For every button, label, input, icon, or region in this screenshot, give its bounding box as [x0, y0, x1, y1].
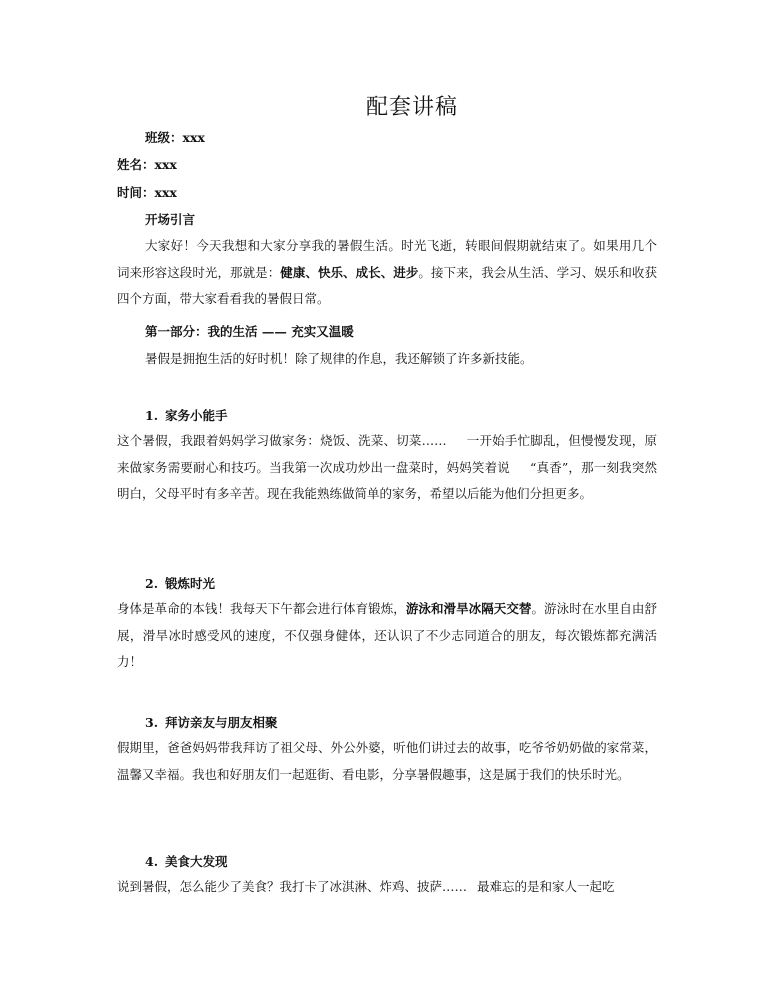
section-4-text-b: 最难忘的是和家人一起吃 [477, 879, 615, 894]
section-4-title: 美食大发现 [165, 854, 228, 869]
section-2-text-b: 。游泳时在水里自由舒展，滑旱冰时感受风的速度，不仅强身健体，还认识了不少志同道合的朋友，每次锻炼都充满活力！ [117, 601, 657, 669]
section-1-title: 家务小能手 [165, 408, 228, 423]
section-3-title: 拜访亲友与朋友相聚 [165, 715, 278, 730]
part1-intro: 暑假是拥抱生活的好时机！除了规律的作息，我还解锁了许多新技能。 [145, 351, 533, 366]
section-3-heading [145, 713, 278, 731]
section-1-number: 1. [145, 408, 159, 423]
section-4-number: 4. [145, 854, 159, 869]
name-line: 姓名：xxx [117, 157, 177, 172]
opening-paragraph [117, 233, 657, 313]
section-1-heading [145, 406, 228, 424]
section-3-number: 3. [145, 715, 159, 730]
part1-heading: 第一部分：我的生活 —— 充实又温暖 [145, 324, 354, 339]
section-1-text-a: 这个暑假，我跟着妈妈学习做家务：烧饭、洗菜、切菜…… [117, 433, 447, 448]
section-2-paragraph [117, 596, 657, 676]
opening-text-a: 大家好！今天我想和大家分享我的暑假生活。时光飞逝，转眼间假期就结束了。如果用几个词来形容这段时光，那就是： [117, 238, 657, 280]
section-2-text-bold: 游泳和滑旱冰隔天交替 [405, 601, 532, 616]
class-line: 班级：xxx [145, 130, 205, 145]
section-2-text-a: 身体是革命的本钱！我每天下午都会进行体育锻炼， [117, 601, 406, 616]
section-4-paragraph [117, 874, 657, 901]
section-1-text-b: 一开始手忙脚乱，但慢慢发现，原来做家务需要耐心和技巧。当我第一次成功炒出一盘菜时，妈妈笑着说 [117, 433, 657, 475]
section-4-heading [145, 852, 228, 870]
section-1-paragraph [117, 428, 657, 508]
section-2-number: 2. [145, 576, 159, 591]
opening-text-b: 。接下来，我会从生活、学习、娱乐和收获四个方面，带大家看看我的暑假日常。 [117, 264, 657, 306]
section-4-text-a: 说到暑假，怎么能少了美食？我打卡了冰淇淋、炸鸡、披萨…… [117, 879, 468, 894]
section-2-heading [145, 574, 215, 592]
document-title: 配套讲稿 [365, 95, 458, 120]
section-3-paragraph: 假期里，爸爸妈妈带我拜访了祖父母、外公外婆，听他们讲过去的故事，吃爷爷奶奶做的家常菜，温馨又幸福。我也和好朋友们一起逛街、看电影，分享暑假趣事，这是属于我们的快乐时光。 [117, 740, 657, 782]
section-2-title: 锻炼时光 [165, 576, 216, 591]
time-line: 时间：xxx [117, 185, 177, 200]
section-1-text-c: “真香”，那一刻我突然明白，父母平时有多辛苦。现在我能熟练做简单的家务，希望以后能为他们分担更多。 [117, 459, 657, 501]
opening-text-bold: 健康、快乐、成长、进步 [280, 264, 419, 280]
opening-heading: 开场引言 [145, 212, 196, 227]
